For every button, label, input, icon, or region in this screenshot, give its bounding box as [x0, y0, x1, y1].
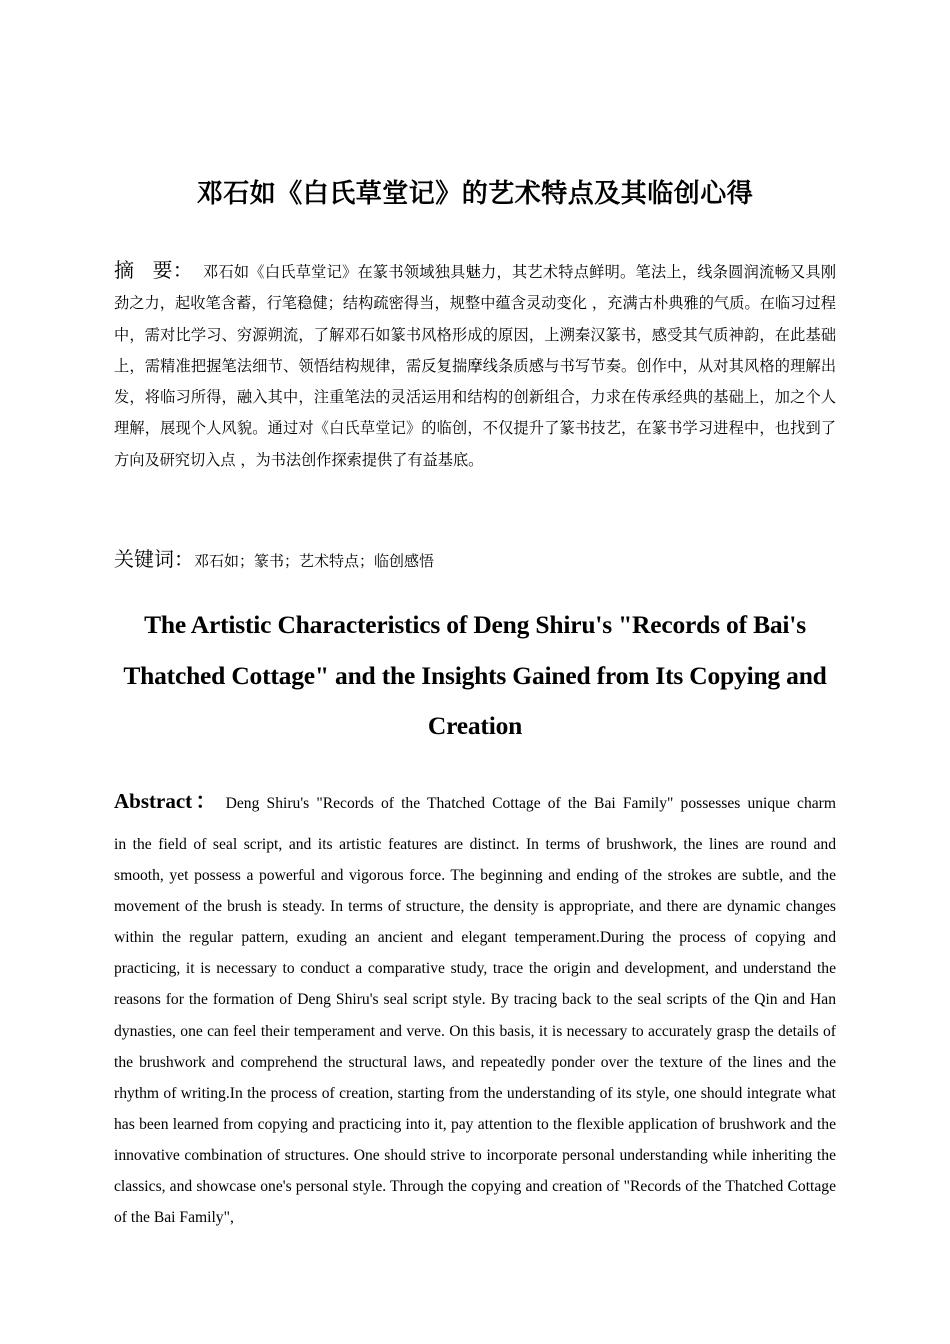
english-abstract-text: in the field of seal script, and its artistic features are distinct. In terms of brushwork, the lines are round and smooth, yet possess a powerful and vigorous force. The beginning and ending of the strokes are subtle, and the movement of the brush is steady. In terms of structure, the density is appropriate, and there are dynamic changes within the regular pattern, exuding an ancient and elegant temperament.During the process of copying and practicing, it is necessary to conduct a comparative study, trace the origin and development, and understand the reasons for the formation of Deng Shiru's seal script style. By tracing back to the seal scripts of the Qin and Han dynasties, one can feel their temperament and verve. On this basis, it is necessary to accurately grasp the details of the brushwork and comprehend the structural laws, and repeatedly ponder over the texture of the lines and the rhythm of writing.In the process of creation, starting from the understanding of its style, one should integrate what has been learned from copying and practicing into it, pay attention to the flexible application of brushwork and the innovative combination of structures. One should strive to incorporate personal understanding while inheriting the classics, and showcase one's personal style. Through the copying and creation of "Records of the Thatched Cottage of the Bai Family",	[114, 836, 836, 1227]
english-title: The Artistic Characteristics of Deng Shiru's "Records of Bai's Thatched Cottage" and the Insights Gained from Its Copying and Creation	[123, 610, 827, 740]
english-abstract-label: Abstract：	[114, 789, 220, 813]
chinese-keywords	[114, 543, 836, 577]
chinese-keywords-label: 关键词：	[114, 547, 194, 571]
chinese-title: 邓石如《白氏草堂记》的艺术特点及其临创心得	[196, 179, 754, 209]
chinese-abstract-label: 摘 要：	[114, 258, 194, 282]
english-abstract	[114, 784, 836, 1233]
chinese-keywords-text: 邓石如；篆书；艺术特点；临创感悟	[194, 552, 435, 570]
english-abstract-first-line: Abstract： Deng Shiru's "Records of the Thatched Cottage of the Bai Family" possesses unique charm	[114, 789, 836, 813]
chinese-abstract	[114, 255, 836, 476]
chinese-abstract-text: 邓石如《白氏草堂记》在篆书领域独具魅力，其艺术特点鲜明。笔法上，线条圆润流畅又具刚劲之力，起收笔含蓄，行笔稳健；结构疏密得当，规整中蕴含灵动变化 ，充满古朴典雅的气质。在临习过程中，需对比学习、穷源朔流，了解邓石如篆书风格形成的原因，上溯秦汉篆书，感受其气质神韵，在此基础上，需精准把握笔法细节、领悟结构规律，需反复揣摩线条质感与书写节奏。创作中，从对其风格的理解出发，将临习所得，融入其中，注重笔法的灵活运用和结构的创新组合，力求在传承经典的基础上，加之个人理解，展现个人风貌。通过对《白氏草堂记》的临创，不仅提升了篆书技艺，在篆书学习进程中，也找到了方向及研究切入点 ，为书法创作探索提供了有益基底。	[114, 263, 837, 469]
